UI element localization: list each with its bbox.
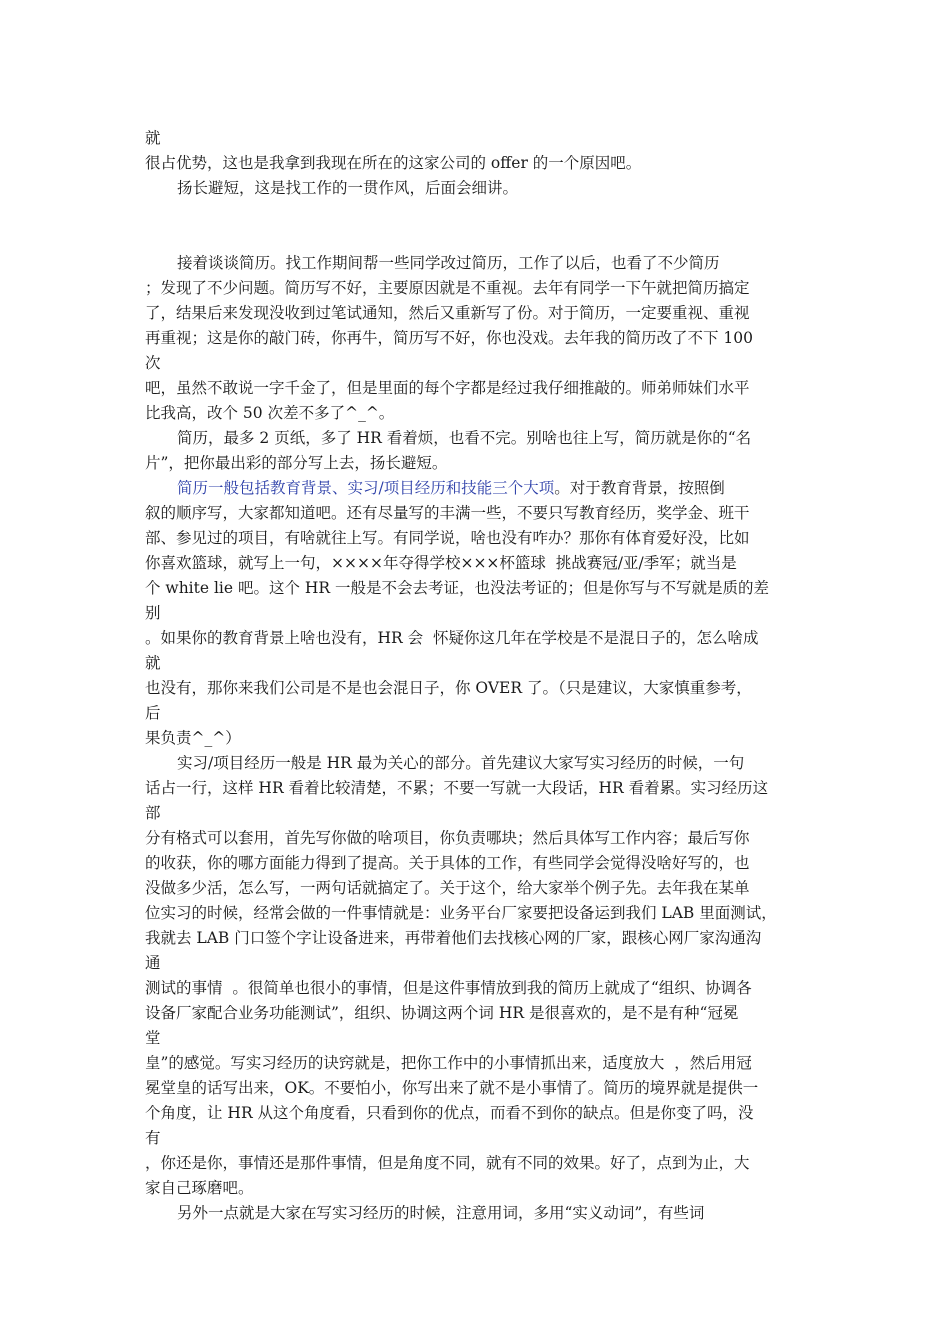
text-line: 通 bbox=[145, 954, 161, 972]
text-line: 了，结果后来发现没收到过笔试通知，然后又重新写了份。对于简历，一定要重视、重视 bbox=[145, 304, 750, 322]
text-line: ，你还是你，事情还是那件事情，但是角度不同，就有不同的效果。好了，点到为止，大 bbox=[145, 1154, 750, 1172]
text-line: 冕堂皇的话写出来，OK。不要怕小，你写出来了就不是小事情了。简历的境界就是提供一 bbox=[145, 1079, 759, 1097]
text-line: 的收获，你的哪方面能力得到了提高。关于具体的工作，有些同学会觉得没啥好写的，也 bbox=[145, 854, 750, 872]
paragraph-start: 实习/项目经历一般是 HR 最为关心的部分。首先建议大家写实习经历的时候，一句 bbox=[177, 754, 745, 772]
text-line: 吧，虽然不敢说一字千金了，但是里面的每个字都是经过我仔细推敲的。师弟师妹们水平 bbox=[145, 379, 750, 397]
text-line: 。如果你的教育背景上啥也没有，HR 会 怀疑你这几年在学校是不是混日子的，怎么啥成 bbox=[145, 629, 759, 647]
text-line: 个角度，让 HR 从这个角度看，只看到你的优点，而看不到你的缺点。但是你变了吗，没 bbox=[145, 1104, 754, 1122]
text-line: 家自己琢磨吧。 bbox=[145, 1179, 254, 1197]
text-line: 很占优势，这也是我拿到我现在所在的这家公司的 offer 的一个原因吧。 bbox=[145, 154, 642, 172]
text-line: 别 bbox=[145, 604, 161, 622]
text-line: 次 bbox=[145, 354, 161, 372]
text-line: 再重视；这是你的敲门砖，你再牛，简历写不好，你也没戏。去年我的简历改了不下 100 bbox=[145, 329, 754, 347]
text-line: 没做多少活，怎么写，一两句话就搞定了。关于这个，给大家举个例子先。去年我在某单 bbox=[145, 879, 750, 897]
text-line: 就 bbox=[145, 654, 161, 672]
text-line: 果负责^_^） bbox=[145, 729, 241, 747]
text-line: 你喜欢篮球，就写上一句，××××年夺得学校×××杯篮球 挑战赛冠/亚/季军；就当是 bbox=[145, 554, 737, 572]
text-line: 设备厂家配合业务功能测试”，组织、协调这两个词 HR 是很喜欢的，是不是有种“冠冕 bbox=[145, 1004, 739, 1022]
text-line: 部 bbox=[145, 804, 161, 822]
text-line: 部、参见过的项目，有啥就往上写。有同学说，啥也没有咋办？那你有体育爱好没，比如 bbox=[145, 529, 750, 547]
text-line: 后 bbox=[145, 704, 161, 722]
paragraph-start: 另外一点就是大家在写实习经历的时候，注意用词，多用“实义动词”，有些词 bbox=[177, 1204, 705, 1222]
text-line: 也没有，那你来我们公司是不是也会混日子，你 OVER 了。（只是建议，大家慎重参考， bbox=[145, 679, 752, 697]
text-line: 堂 bbox=[145, 1029, 161, 1047]
text-line: 测试的事情 。很简单也很小的事情，但是这件事情放到我的简历上就成了“组织、协调各 bbox=[145, 979, 752, 997]
text-line: 分有格式可以套用，首先写你做的啥项目，你负责哪块；然后具体写工作内容；最后写你 bbox=[145, 829, 750, 847]
text-line: 片”，把你最出彩的部分写上去，扬长避短。 bbox=[145, 454, 448, 472]
paragraph-start: 接着谈谈简历。找工作期间帮一些同学改过简历，工作了以后，也看了不少简历 bbox=[177, 254, 720, 272]
paragraph-start: 简历，最多 2 页纸，多了 HR 看着烦，也看不完。别啥也往上写，简历就是你的“名 bbox=[177, 429, 752, 447]
text-line: 比我高，改个 50 次差不多了^_^。 bbox=[145, 404, 395, 422]
text-span: 。对于教育背景，按照倒 bbox=[554, 479, 725, 497]
paragraph-start bbox=[177, 478, 725, 498]
text-line: 话占一行，这样 HR 看着比较清楚，不累；不要一写就一大段话，HR 看着累。实习经历这 bbox=[145, 779, 769, 797]
text-line: 皇”的感觉。写实习经历的诀窍就是，把你工作中的小事情抓出来，适度放大 ，然后用冠 bbox=[145, 1054, 752, 1072]
text-line: 我就去 LAB 门口签个字让设备进来，再带着他们去找核心网的厂家，跟核心网厂家沟通沟 bbox=[145, 929, 762, 947]
text-line: 位实习的时候，经常会做的一件事情就是：业务平台厂家要把设备运到我们 LAB 里面测试， bbox=[145, 904, 777, 922]
text-line: ；发现了不少问题。简历写不好，主要原因就是不重视。去年有同学一下午就把简历搞定 bbox=[145, 279, 750, 297]
text-line: 有 bbox=[145, 1129, 161, 1147]
paragraph-start: 扬长避短，这是找工作的一贯作风，后面会细讲。 bbox=[177, 179, 519, 197]
text-line: 个 white lie 吧。这个 HR 一般是不会去考证，也没法考证的；但是你写与不写就是质的差 bbox=[145, 579, 770, 597]
text-line: 叙的顺序写，大家都知道吧。还有尽量写的丰满一些，不要只写教育经历，奖学金、班干 bbox=[145, 504, 750, 522]
text-line: 就 bbox=[145, 129, 161, 147]
highlighted-text: 简历一般包括教育背景、实习/项目经历和技能三个大项 bbox=[177, 479, 555, 497]
